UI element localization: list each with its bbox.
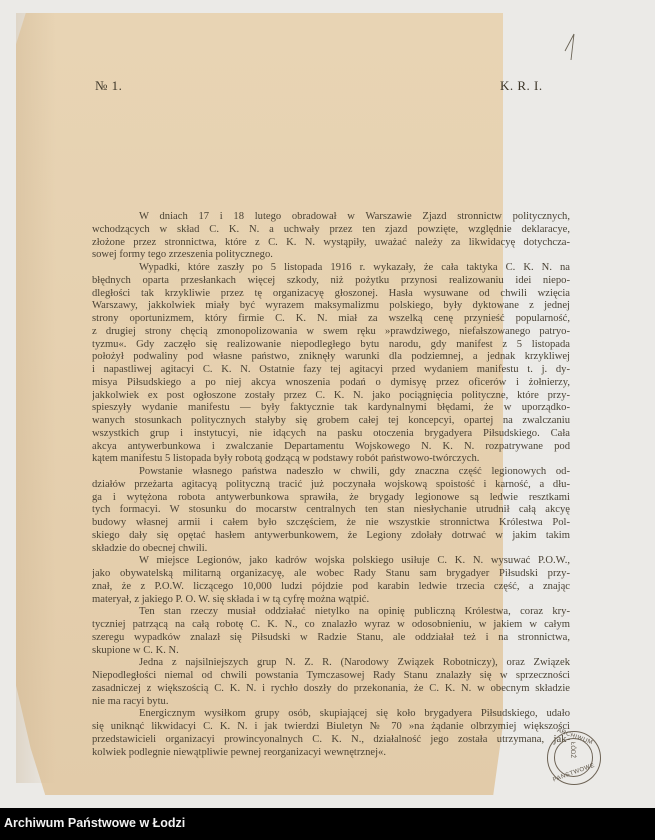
text-line: się uniknąć likwidacyi C. K. N. i jak twierdzi Biuletyn № 70 »na żądanie olbrzymiej większości [92, 721, 570, 732]
text-line: materyał, z jakiego P. O. W. się składa i w tą cyfrę można wątpić. [92, 593, 370, 605]
text-line: Jedna z najsilniejszych grup N. Z. R. (Narodowy Związek Robotniczy), oraz Związek [139, 657, 570, 669]
text-line: kątem manifestu 5 listopada były robotą godzącą w podstawy robót państwowo-twórczych. [92, 453, 480, 465]
archive-stamp [547, 727, 601, 785]
text-line: położył podwaliny pod własne państwo, zniknęły warunki dla podziemnej, a jednak krzykliwej [92, 351, 570, 363]
document-code: K. R. I. [500, 78, 543, 93]
text-line: wanych stosunkach politycznych stałyby się grobem całej tej koncepcyi, opartej na zwalczaniu [92, 415, 570, 426]
text-line: przedstawicieli organizacyi prowincyonalnych C. K. N., działalność jego została utrzymana, jak- [92, 733, 570, 745]
text-line: zasadniczej z większością C. K. N. i rychło doszły do przekonania, że C. K. N. w obecnym składzie [92, 682, 570, 694]
text-line: szeregu wypadków znalazł się Piłsudski w Radzie Stanu, ale oddziałał też i na stronnictwa, [92, 631, 570, 643]
text-line: tyczniej patrzącą na całą robotę C. K. N., co znalazło wyraz w odosobnieniu, w jakiem w całym [92, 619, 570, 630]
text-line: skiego dały się opętać hasłem antywerbunkowem, że Legiony zdołały dotrwać w jakim takim [92, 529, 570, 541]
text-line: sowej formy tego zrzeszenia politycznego. [92, 249, 273, 261]
text-line: wchodzących w skład C. K. N. a uchwały przez ten zjazd powzięte, względnie deklaracye, [92, 223, 570, 235]
text-line: znał, że z P.O.W. liczącego 10,000 ludzi pójdzie pod karabin ledwie trzecia część, a znając [92, 580, 570, 592]
stamp-center-text: ŁÓDŹ [569, 741, 576, 759]
text-line: jakkolwiek ex post ogłoszone zostały przez C. K. N. jako pociągnięcia polityczne, które przy- [92, 389, 570, 401]
stamp-top-text: ARCHIWUM [556, 727, 594, 747]
text-line: budowy własnej armii i całem było szczęściem, że nie wszystkie stronnictwa Królestwa Pol- [92, 517, 570, 528]
text-line: Niepodległości niemal od chwili powstania Tymczasowej Rady Stanu znalazły się w sprzeczności [92, 670, 570, 681]
stamp-bottom-text: PAŃSTWOWE [552, 762, 596, 784]
text-line: z drugiej strony chęcią zmonopolizowania w swem ręku »prawdziwego, niefałszowanego patryo- [92, 325, 570, 337]
archive-name: Archiwum Państwowe w Łodzi [4, 816, 186, 830]
page-fold-shadow [16, 13, 56, 783]
text-line: Warszawy, jakkolwiek miały być wyrazem maksymalizmu polskiego, były dyktowane z jednej [92, 300, 570, 312]
text-line: nie ma racyi bytu. [92, 695, 169, 707]
text-line: kolwiek podlegnie niewątpliwie pewnej reorganizacyi wewnętrznej«. [92, 746, 386, 758]
text-line: ga i wytężona robota antywerbunkowa sprawiła, że brygady legionowe są ledwie resztkami [92, 491, 570, 503]
text-line: spieszyły wydanie manifestu — były faktycznie tak kardynalnymi błędami, że w uporządko- [92, 402, 570, 414]
text-line: Powstanie własnego państwa nadeszło w chwili, gdy znaczna część legionowych od- [139, 466, 570, 477]
text-line: tych formacyi. W stosunku do mocarstw centralnych ten stan niesłychanie utrudnił całą akcyę [92, 504, 570, 516]
text-line: misya Piłsudskiego a po niej akcya wnoszenia podań o dymisyę przez oficerów i żołnierzy, [92, 376, 570, 388]
text-line: W dniach 17 i 18 lutego obradował w Warszawie Zjazd stronnictw politycznych, [139, 211, 570, 222]
text-line: Wypadki, które zaszły po 5 listopada 1916 r. wykazały, że cała taktyka C. K. N. na [139, 262, 570, 273]
text-line: Energicznym wysiłkom grupy osób, skupiającej się koło brygadyera Piłsudskiego, udało [139, 708, 570, 720]
text-line: strony oportunizmem, który firmie C. K. N. miał za wszelką cenę przynieść popularność, [92, 313, 570, 324]
text-line: Ten stan rzeczy musiał oddziałać nietylko na opinię publiczną Królestwa, coraz kry- [139, 606, 570, 618]
document-number: № 1. [95, 78, 123, 93]
text-line: skupione w C. K. N. [92, 644, 179, 656]
handwritten-page-number-icon [562, 33, 576, 61]
text-line: W miejsce Legionów, jako kadrów wojska polskiego usiłuje C. K. N. wysuwać P.O.W., [139, 555, 570, 567]
text-line: tyzmu«. Gdy zaczęło się realizowanie niepodległego bytu narodu, gdy manifest z 5 listopada [92, 338, 570, 350]
text-line: i napastliwej agitacyi C. K. N. Ostatnie fazy tej agitacyi przed wydaniem manifestu t. j. dy- [92, 364, 570, 375]
text-line: akcya antywerbunkowa i zwalczanie Departamentu Wojskowego N. K. N. rozpatrywane pod [92, 440, 570, 452]
text-line: błędnych oparta przesłankach więcej szkody, niż pożytku przynosi realizowaniu idei niepo- [92, 274, 570, 286]
footer-bar [0, 808, 655, 840]
text-line: działów przeżarta agitacyą polityczną tracić już poczynała wojskową spoistość i karność, a dłu- [92, 478, 570, 490]
document-body [92, 211, 570, 759]
text-line: składzie do obecnej chwili. [92, 542, 208, 554]
text-line: jako obywatelską militarną organizacyę, ale wobec Rady Stanu sam brygadyer Piłsudski przy- [92, 568, 570, 579]
text-line: złożone przez stronnictwa, które z C. K. N. wystąpiły, uważać należy za likwidacyę dotychcza- [92, 236, 570, 248]
text-line: wszystkich grup i instytucyi, nie idących na pasku otoczenia brygadyera Piłsudskiego. Cała [92, 427, 570, 439]
text-line: dległości tak krzykliwie przez tę organizacyę głoszonej. Hasła wysuwane od chwili wzięcia [92, 287, 570, 299]
